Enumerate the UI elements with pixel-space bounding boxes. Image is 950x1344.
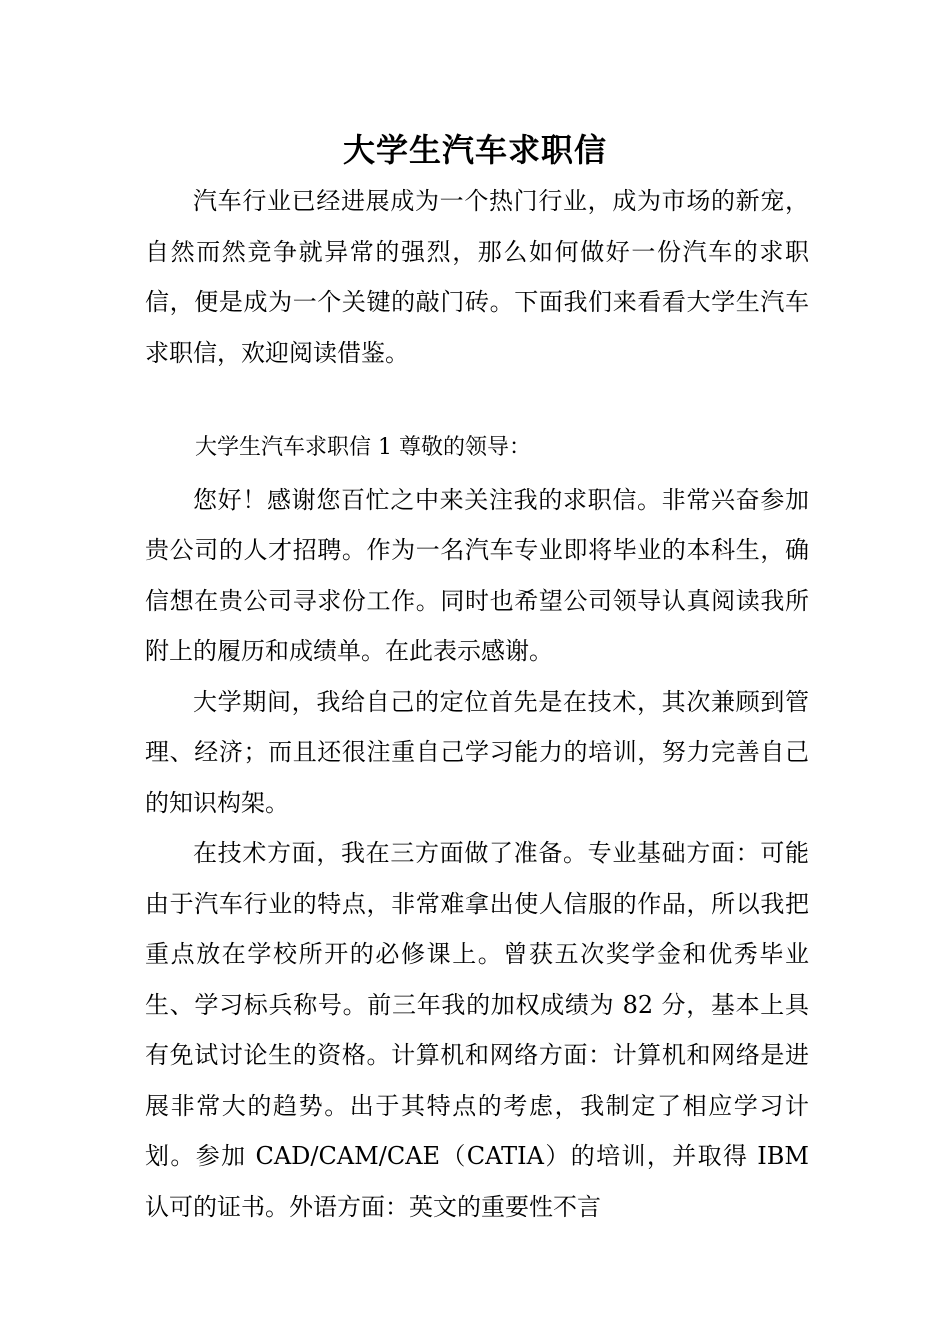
letter-section — [145, 423, 809, 1232]
letter-salutation: 大学生汽车求职信 1 尊敬的领导： — [195, 435, 531, 460]
intro-section — [145, 176, 809, 378]
letter-paragraph: 您好！感谢您百忙之中来关注我的求职信。非常兴奋参加贵公司的人才招聘。作为一名汽车专业即将毕业的本科生，确信想在贵公司寻求份工作。同时也希望公司领导认真阅读我所附上的履历和成绩单。在此表示感谢。 — [145, 485, 809, 665]
letter-paragraph: 在技术方面，我在三方面做了准备。专业基础方面：可能由于汽车行业的特点，非常难拿出使人信服的作品，所以我把重点放在学校所开的必修课上。曾获五次奖学金和优秀毕业生、学习标兵称号。前三年我的加权成绩为 82 分，基本上具有免试讨论生的资格。计算机和网络方面：计算机和网络是进展非常大的趋势。出于其特点的考虑，我制定了相应学习计划。参加 CAD/CAM/CAE（CATIA）的培训，并取得 IBM 认可的证书。外语方面：英文的重要性不言 — [145, 839, 809, 1221]
intro-paragraph: 汽车行业已经进展成为一个热门行业，成为市场的新宠，自然而然竞争就异常的强烈，那么如何做好一份汽车的求职信，便是成为一个关键的敲门砖。下面我们来看看大学生汽车求职信，欢迎阅读借鉴。 — [145, 187, 809, 367]
letter-paragraph: 大学期间，我给自己的定位首先是在技术，其次兼顾到管理、经济；而且还很注重自己学习能力的培训，努力完善自己的知识构架。 — [145, 687, 809, 817]
document-title: 大学生汽车求职信 — [342, 131, 607, 169]
